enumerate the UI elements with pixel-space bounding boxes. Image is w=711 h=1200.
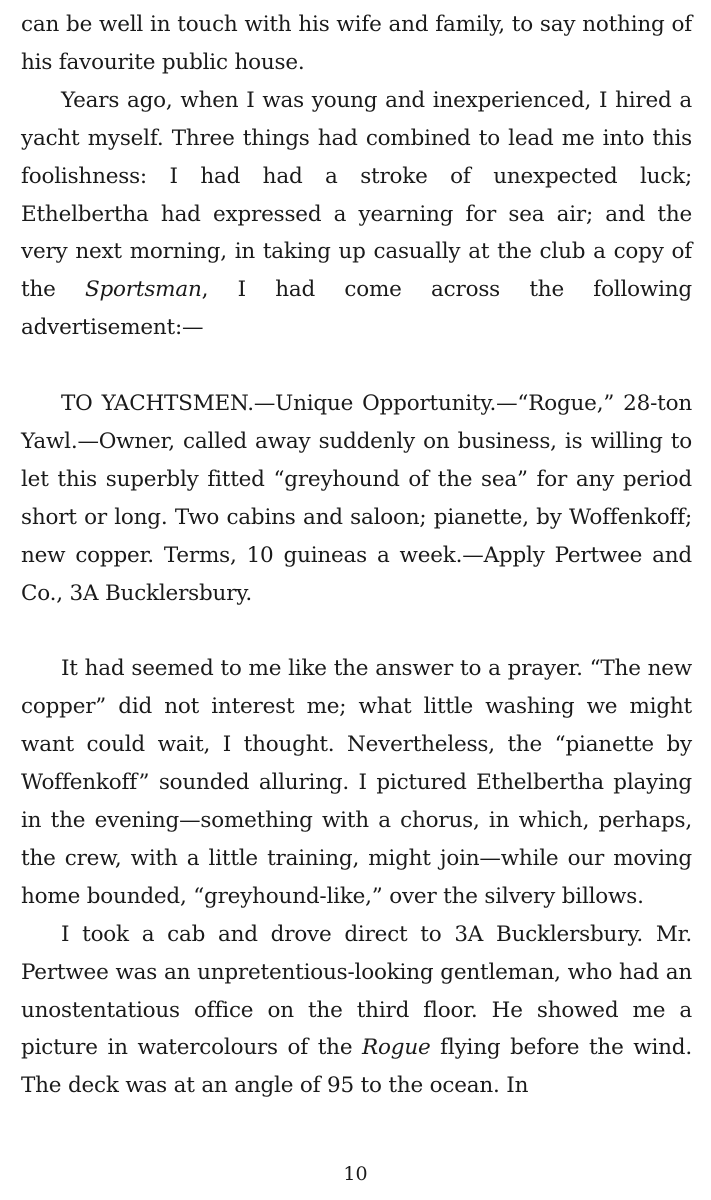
paragraph-2-text-before: Years ago, when I was young and inexperienced, I hired a yacht myself. Three things had combined to lead me into this foolishness: I had had a stroke of unexpected luck; Ethelbertha had expressed a yearning for sea air; and the very next morning, in taking up casually at the club a copy of the — [21, 87, 692, 303]
paragraph-1: can be well in touch with his wife and family, to say nothing of his favourite public house. — [21, 12, 692, 75]
italic-title-sportsman: Sportsman — [84, 277, 202, 303]
paragraph-5-text-before: I took a cab and drove direct to 3A Bucklersbury. Mr. Pertwee was an unpretentious-looking gentleman, who had an unostentatious office on the third floor. He showed me a picture in watercolours of the — [21, 921, 692, 1061]
page-body — [21, 6, 692, 1105]
italic-title-rogue: Rogue — [362, 1035, 431, 1061]
paragraph-5 — [21, 916, 692, 1106]
paragraph-5-text-after: flying before the wind. The deck was at an angle of 95 to the ocean. In — [21, 1035, 692, 1099]
paragraph-2 — [21, 82, 692, 347]
paragraph-4: It had seemed to me like the answer to a prayer. “The new copper” did not interest me; what little washing we might want could wait, I thought. Nevertheless, the “pianette by Woffenkoff” sounded alluring. I pictured Ethelbertha playing in the evening—something with a chorus, in which, perhaps, the crew, with a little training, might join—while our moving home bounded, “greyhound-like,” over the silvery billows. — [21, 656, 692, 909]
page-number: 10 — [343, 1163, 368, 1185]
advertisement-paragraph: TO YACHTSMEN.—Unique Opportunity.—“Rogue,” 28-ton Yawl.—Owner, called away suddenly on business, is willing to let this superbly fitted “greyhound of the sea” for any period short or long. Two cabins and saloon; pianette, by Woffenkoff; new copper. Terms, 10 guineas a week.—Apply Pertwee and Co., 3A Bucklersbury. — [21, 391, 692, 606]
paragraph-2-text-after: , I had come across the following advertisement:— — [21, 277, 692, 341]
